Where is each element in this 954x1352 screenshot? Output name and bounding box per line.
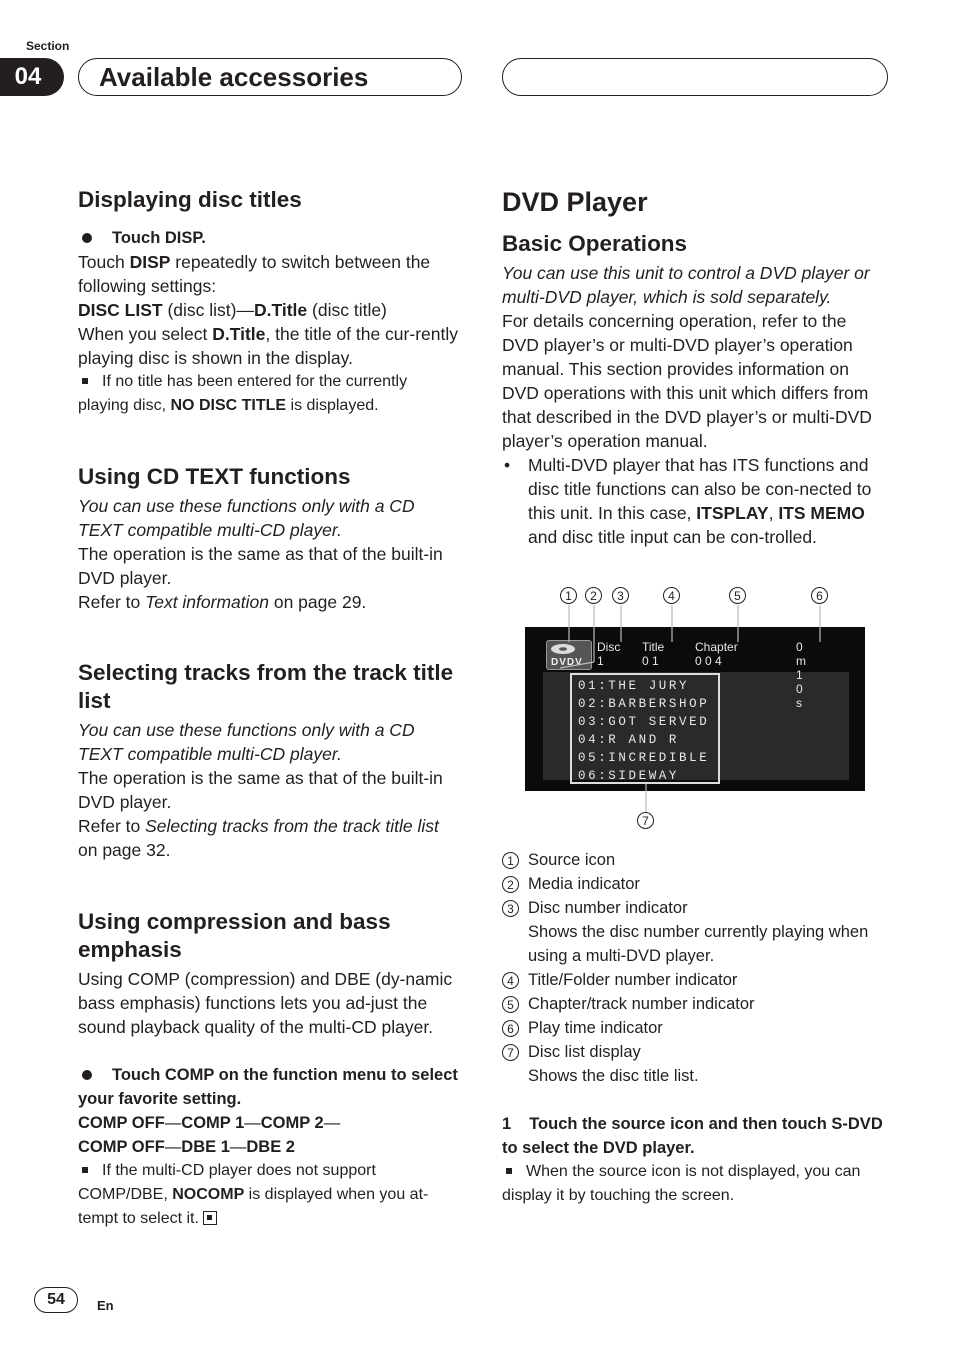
legend-item: 6 Play time indicator [502,1016,886,1040]
disc-number-indicator: Disc 1 [597,640,621,668]
list-item: 02:BARBERSHOP [578,697,710,711]
heading-using-cd-text: Using CD TEXT functions [78,464,351,489]
callout-5: 5 [729,587,746,604]
callout-7: 7 [637,812,654,829]
heading-basic-operations: Basic Operations [502,231,688,256]
intro: You can use these functions only with a CD TEXT compatible multi-CD player. [78,720,415,764]
note: When the source icon is not displayed, you can display it by touching the screen. [502,1163,861,1204]
heading-dvd-player: DVD Player [502,187,648,217]
paragraph: Refer to Selecting tracks from the track title list on page 32. [78,816,439,860]
paragraph: The operation is the same as that of the built-in DVD player. [78,544,443,588]
play-time-indicator: 0 m 1 0 s [796,640,806,710]
media-indicator: DVDV [551,657,583,668]
list-item: 04:R AND R [578,733,680,747]
heading-displaying-disc-titles: Displaying disc titles [78,187,302,212]
step-text: Touch DISP. [112,229,206,247]
legend-item: 3 Disc number indicator Shows the disc number currently playing when using a multi-DVD player. [502,896,886,968]
list-item: 06:SIDEWAY [578,769,680,783]
note: If the multi-CD player does not support COMP/DBE, NOCOMP is displayed when you at-tempt to select it. [78,1162,429,1227]
title-number-indicator: Title 0 1 [642,640,665,668]
callout-6: 6 [811,587,828,604]
paragraph: Using COMP (compression) and DBE (dy-namic bass emphasis) functions lets you ad-just the sound playback quality of the multi-CD player. [78,969,453,1037]
page-number: 54 [34,1287,78,1313]
list-item: 01:THE JURY [578,679,690,693]
setting-sequence-2: COMP OFF—DBE 1—DBE 2 [78,1138,295,1156]
step-number: 1 [502,1115,512,1133]
end-mark-icon [203,1211,217,1225]
note-square-icon [506,1168,512,1174]
legend-item: 1 Source icon [502,848,886,872]
bullet-item: • Multi-DVD player that has ITS functions and disc title functions can also be con-nected to this unit. In this case, ITSPLAY, ITS MEMO and disc title input can be con-trolled. [502,453,886,549]
paragraph: DISC LIST (disc list)—D.Title (disc title) [78,300,387,320]
page-title-text: Available accessories [99,61,369,92]
paragraph: When you select D.Title, the title of the cur-rently playing disc is shown in the display. [78,324,458,368]
legend-item: 2 Media indicator [502,872,886,896]
intro: You can use this unit to control a DVD player or multi-DVD player, which is sold separately. [502,263,870,307]
paragraph: The operation is the same as that of the built-in DVD player. [78,768,443,812]
chapter-number-indicator: Chapter 0 0 4 [695,640,738,668]
paragraph: For details concerning operation, refer to the DVD player’s or multi-DVD player’s operation manual. This section provides information on DVD operations with this unit which differs from that described in the DVD player’s or multi-DVD player’s operation manual. [502,311,872,451]
heading-compression-bass: Using compression and bass emphasis [78,909,391,962]
callout-1: 1 [560,587,577,604]
heading-selecting-tracks: Selecting tracks from the track title list [78,660,454,713]
language-code: En [97,1298,114,1313]
legend-item: 4 Title/Folder number indicator [502,968,886,992]
legend-item: 7 Disc list display Shows the disc title list. [502,1040,886,1088]
paragraph: Refer to Text information on page 29. [78,592,367,612]
list-item: 03:GOT SERVED [578,715,710,729]
list-item: 05:INCREDIBLE [578,751,710,765]
step-1: 1 Touch the source icon and then touch S-DVD to select the DVD player. [502,1115,883,1157]
figure-legend [502,848,886,1208]
section-label: Section [26,39,70,53]
section-number-badge: 04 [0,58,64,96]
note-square-icon [82,1167,88,1173]
note: If no title has been entered for the currently playing disc, NO DISC TITLE is displayed. [78,373,408,414]
setting-sequence-1: COMP OFF—COMP 1—COMP 2— [78,1114,341,1132]
step-touch-comp: Touch COMP on the function menu to select your favorite setting. [78,1066,458,1108]
bullet-dot-icon [82,1070,92,1080]
intro: You can use these functions only with a CD TEXT compatible multi-CD player. [78,496,415,540]
callout-4: 4 [663,587,680,604]
callout-3: 3 [612,587,629,604]
paragraph: Touch DISP repeatedly to switch between the following settings: [78,252,431,296]
callout-2: 2 [585,587,602,604]
legend-item: 5 Chapter/track number indicator [502,992,886,1016]
